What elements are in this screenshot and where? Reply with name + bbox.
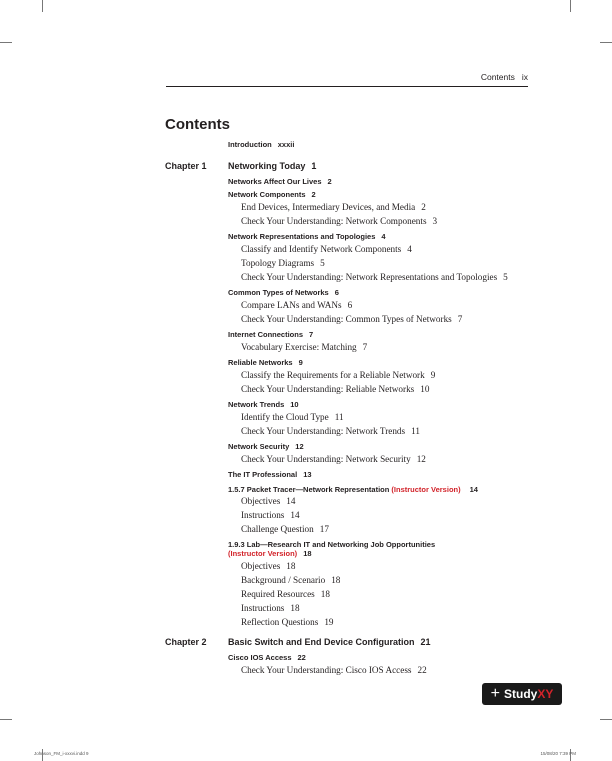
toc-item[interactable] <box>241 524 329 534</box>
toc-label: Instructions <box>241 603 285 613</box>
toc-page: 19 <box>324 617 334 627</box>
toc-page: 6 <box>334 288 339 297</box>
toc-item[interactable] <box>241 272 508 282</box>
toc-section[interactable] <box>228 288 339 297</box>
toc-label: Common Types of Networks <box>228 288 329 297</box>
toc-page: xxxii <box>277 140 295 149</box>
toc-label: Network Trends <box>228 400 285 409</box>
toc-item[interactable] <box>241 244 412 254</box>
toc-chapter-title[interactable] <box>228 161 316 171</box>
toc-label: End Devices, Intermediary Devices, and Media <box>241 202 416 212</box>
toc-label: Objectives <box>241 496 281 506</box>
toc-label: Challenge Question <box>241 524 314 534</box>
toc-page: 9 <box>298 358 303 367</box>
toc-page: 1 <box>311 161 317 171</box>
toc-label: 1.5.7 Packet Tracer—Network Representation <box>228 485 390 494</box>
toc-label: The IT Professional <box>228 470 298 479</box>
toc-page: 7 <box>362 342 368 352</box>
toc-label: Check Your Understanding: Network Trends <box>241 426 406 436</box>
toc-label: Check Your Understanding: Network Representations and Topologies <box>241 272 498 282</box>
toc-section[interactable] <box>228 653 306 662</box>
toc-label: Identify the Cloud Type <box>241 412 329 422</box>
toc-section[interactable] <box>228 330 313 339</box>
toc-page: 21 <box>420 637 431 647</box>
toc-item[interactable] <box>241 510 300 520</box>
toc-label: Compare LANs and WANs <box>241 300 342 310</box>
toc-item[interactable] <box>241 575 340 585</box>
toc-page: 18 <box>286 561 296 571</box>
toc-page: 2 <box>327 177 332 186</box>
toc-label: Instructions <box>241 510 285 520</box>
toc-page: 7 <box>457 314 463 324</box>
slug-filename: Johnson_FM_i-xxxvi.indd 9 <box>34 751 89 756</box>
toc-item[interactable] <box>241 561 295 571</box>
toc-page: 4 <box>381 232 386 241</box>
toc-label: Classify and Identify Network Components <box>241 244 402 254</box>
toc-page: 22 <box>297 653 306 662</box>
toc-page: 13 <box>303 470 312 479</box>
toc-item[interactable] <box>241 202 426 212</box>
toc-section[interactable] <box>228 540 435 549</box>
chapter-label: Chapter 2 <box>165 637 207 647</box>
toc-label: Network Security <box>228 442 290 451</box>
toc-page: 9 <box>430 370 436 380</box>
toc-item[interactable] <box>241 496 295 506</box>
toc-page: 18 <box>303 549 312 558</box>
toc-page: 12 <box>295 442 304 451</box>
toc-label: Introduction <box>228 140 272 149</box>
toc-label: Networks Affect Our Lives <box>228 177 322 186</box>
toc-page: 14 <box>469 485 478 494</box>
toc-section[interactable] <box>228 177 332 186</box>
toc-item[interactable] <box>241 603 300 613</box>
toc-page: 18 <box>290 603 300 613</box>
toc-label: Check Your Understanding: Cisco IOS Access <box>241 665 412 675</box>
toc-page: 11 <box>411 426 420 436</box>
toc-label: Reflection Questions <box>241 617 319 627</box>
toc-section-continued[interactable] <box>228 549 312 558</box>
toc-label: Vocabulary Exercise: Matching <box>241 342 357 352</box>
toc-label: Background / Scenario <box>241 575 326 585</box>
toc-item[interactable] <box>241 314 462 324</box>
toc-label: Check Your Understanding: Network Security <box>241 454 411 464</box>
toc-label: 1.9.3 Lab—Research IT and Networking Job Opportunities <box>228 540 436 549</box>
toc-item[interactable] <box>241 216 437 226</box>
header-rule <box>166 86 528 87</box>
toc-label: Internet Connections <box>228 330 304 339</box>
toc-item[interactable] <box>241 665 427 675</box>
toc-page: 11 <box>334 412 344 422</box>
toc-page: 14 <box>290 510 300 520</box>
toc-page: 5 <box>503 272 508 282</box>
page-title: Contents <box>165 116 230 133</box>
toc-intro[interactable] <box>228 140 294 149</box>
toc-label: Objectives <box>241 561 281 571</box>
slug-timestamp: 15/08/20 7:39 PM <box>540 751 576 756</box>
toc-item[interactable] <box>241 589 330 599</box>
toc-page: 17 <box>319 524 329 534</box>
toc-page: 18 <box>331 575 341 585</box>
instructor-version-tag: (Instructor Version) <box>391 485 461 494</box>
toc-section[interactable] <box>228 190 316 199</box>
toc-page: 2 <box>311 190 316 199</box>
crop-mark <box>600 719 612 720</box>
running-head-page: ix <box>521 72 528 82</box>
studyxy-logo <box>482 683 562 705</box>
logo-text: Study <box>503 687 538 701</box>
toc-item[interactable] <box>241 258 325 268</box>
toc-item[interactable] <box>241 370 435 380</box>
running-head <box>0 0 612 88</box>
toc-item[interactable] <box>241 412 344 422</box>
toc-item[interactable] <box>241 454 426 464</box>
toc-page: 4 <box>407 244 412 254</box>
toc-page: 5 <box>320 258 325 268</box>
toc-label: Check Your Understanding: Network Components <box>241 216 427 226</box>
toc-label: Basic Switch and End Device Configuration <box>228 637 415 647</box>
toc-label: Cisco IOS Access <box>228 653 292 662</box>
toc-page: 18 <box>320 589 330 599</box>
toc-label: Check Your Understanding: Common Types of Networks <box>241 314 452 324</box>
toc-label: Check Your Understanding: Reliable Networks <box>241 384 415 394</box>
toc-item[interactable] <box>241 384 429 394</box>
toc-label: Reliable Networks <box>228 358 293 367</box>
toc-page: 12 <box>416 454 426 464</box>
toc-page: 7 <box>309 330 314 339</box>
toc-label: Network Representations and Topologies <box>228 232 376 241</box>
toc-section[interactable] <box>228 358 303 367</box>
toc-page: 2 <box>421 202 426 212</box>
toc-label: Network Components <box>228 190 306 199</box>
toc-section[interactable] <box>228 470 312 479</box>
toc-chapter-title[interactable] <box>228 637 431 647</box>
toc-section[interactable] <box>228 232 386 241</box>
logo-text-accent: XY <box>537 687 554 701</box>
plus-icon: + <box>490 685 500 702</box>
crop-mark <box>0 719 12 720</box>
toc-page: 22 <box>417 665 427 675</box>
toc-section[interactable] <box>228 400 299 409</box>
toc-section[interactable] <box>228 442 304 451</box>
toc-item[interactable] <box>241 426 420 436</box>
toc-item[interactable] <box>241 342 367 352</box>
toc-page: 6 <box>347 300 353 310</box>
toc-item[interactable] <box>241 300 352 310</box>
toc-page: 10 <box>290 400 299 409</box>
toc-label: Topology Diagrams <box>241 258 315 268</box>
toc-label: Classify the Requirements for a Reliable Network <box>241 370 425 380</box>
toc-label: Required Resources <box>241 589 315 599</box>
toc-page: 14 <box>286 496 296 506</box>
toc-page: 10 <box>420 384 430 394</box>
toc-section[interactable] <box>228 485 478 494</box>
chapter-label: Chapter 1 <box>165 161 207 171</box>
toc-item[interactable] <box>241 617 334 627</box>
running-head-title: Contents <box>480 72 515 82</box>
toc-label: Networking Today <box>228 161 306 171</box>
instructor-version-tag: (Instructor Version) <box>228 549 298 558</box>
toc-page: 3 <box>432 216 438 226</box>
